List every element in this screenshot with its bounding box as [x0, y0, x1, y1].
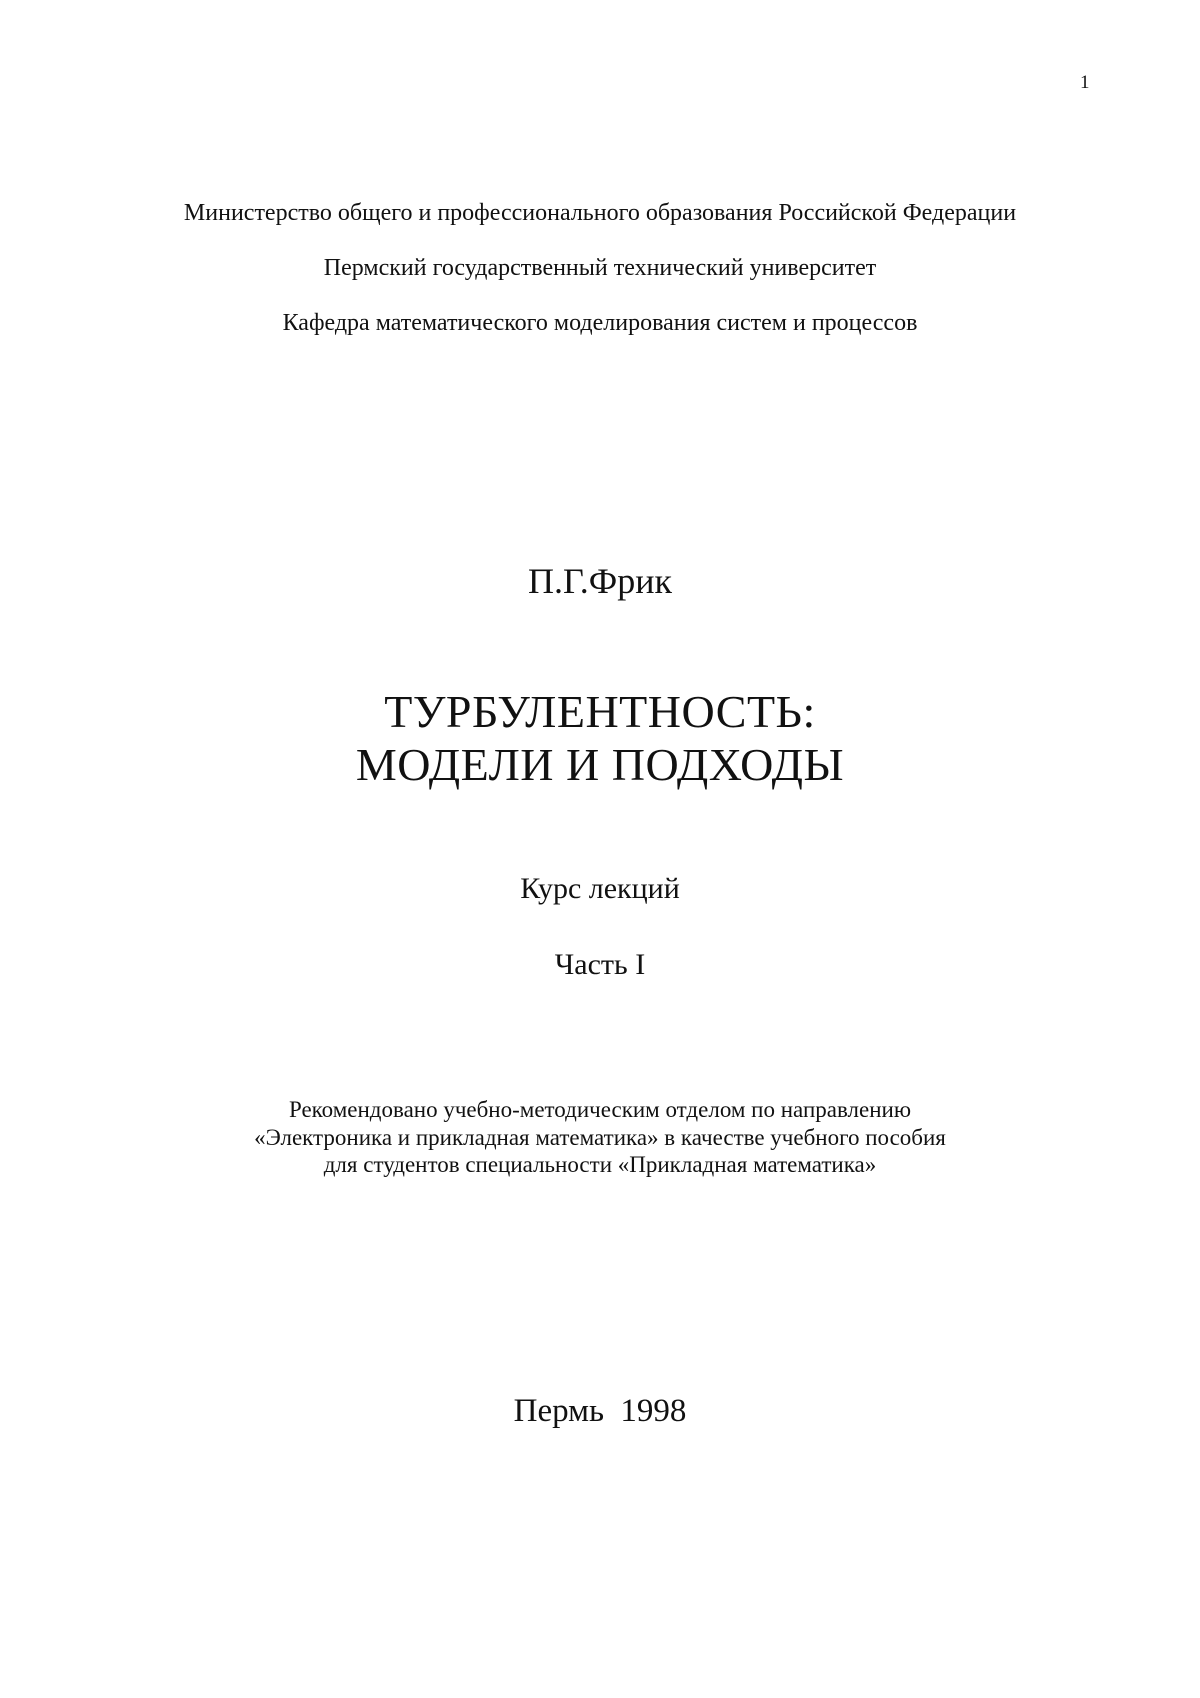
part-label: Часть I: [554, 948, 646, 981]
ministry-line: Министерство общего и профессионального образования Российской Федерации: [183, 200, 1017, 226]
title-line-1: ТУРБУЛЕНТНОСТЬ:: [384, 686, 816, 737]
subtitle: Курс лекций: [520, 872, 680, 905]
author-name: П.Г.Фрик: [528, 561, 672, 601]
page-number: 1: [1080, 72, 1090, 93]
department-line: Кафедра математического моделирования систем и процессов: [282, 310, 918, 336]
recommendation-line-3: для студентов специальности «Прикладная математика»: [323, 1152, 877, 1177]
title-line-2: МОДЕЛИ И ПОДХОДЫ: [355, 739, 845, 790]
recommendation-line-2: «Электроника и прикладная математика» в качестве учебного пособия: [254, 1125, 946, 1150]
university-line: Пермский государственный технический университет: [323, 255, 877, 281]
city-year: Пермь 1998: [513, 1393, 687, 1429]
recommendation-line-1: Рекомендовано учебно-методическим отделом по направлению: [288, 1097, 912, 1122]
